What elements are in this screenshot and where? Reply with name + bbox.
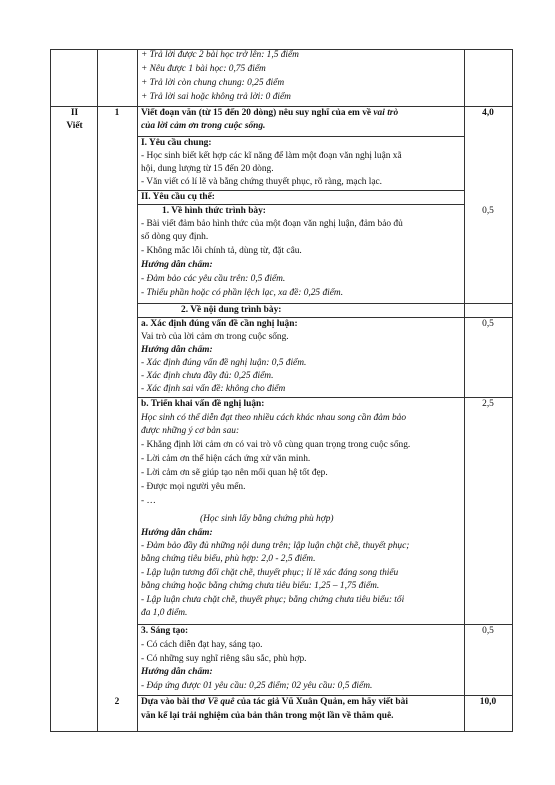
part-b-guide-heading: Hướng dẫn chấm: [141, 528, 213, 538]
grading-table [50, 49, 513, 732]
row-divider-creativity [137, 695, 513, 696]
creativity-line: - Có những suy nghĩ riêng sâu sắc, phù hợp. [141, 654, 307, 664]
part-b-line: - Lời cảm ơn sẽ giúp tạo nên mối quan hệ tốt đẹp. [141, 468, 328, 478]
general-requirements-heading: I. Yêu cầu chung: [141, 138, 212, 148]
table-border-right [512, 49, 513, 732]
question-1-title [141, 108, 398, 120]
question-2-title-a: Dựa vào bài thơ [141, 697, 208, 707]
question-1-title-emphasis: vai trò [373, 108, 399, 118]
specific-requirements-heading: II. Yêu cầu cụ thể: [141, 192, 215, 202]
creativity-score: 0,5 [482, 626, 494, 636]
column-divider-2 [137, 49, 138, 732]
creativity-guide-line: - Đáp ứng được 01 yêu cầu: 0,25 điểm; 02 yêu cầu: 0,5 điểm. [141, 681, 373, 691]
part-a-guide-heading: Hướng dẫn chấm: [141, 345, 213, 355]
part-b-score: 2,5 [482, 399, 494, 409]
part-b-guide-line: bằng chứng hoặc bằng chứng chưa tiêu biểu: 1,25 – 1,75 điểm. [141, 581, 380, 591]
question-1-score: 4,0 [482, 108, 494, 118]
top-line: + Trả lời được 2 bài học trở lên: 1,5 điểm [141, 50, 299, 60]
row-divider-part-a [137, 397, 513, 398]
part-a-guide-line: - Xác định sai vấn đề: không cho điểm [141, 384, 286, 394]
part-b-line: - Được mọi người yêu mến. [141, 482, 246, 492]
form-heading: 1. Về hình thức trình bày: [162, 206, 266, 216]
row-divider-general [137, 190, 464, 191]
form-guide-line: - Đảm bảo các yêu cầu trên: 0,5 điểm. [141, 274, 286, 284]
form-guide-line: - Thiếu phần hoặc có phần lệch lạc, xa đề: 0,25 điểm. [141, 288, 344, 298]
row-divider-content [137, 317, 513, 318]
question-2-poem-title: Về quê [207, 697, 235, 707]
table-border-bottom [50, 731, 513, 732]
content-heading: 2. Về nội dung trình bày: [181, 305, 282, 315]
question-1-title-text: Viết đoạn văn (từ 15 đến 20 dòng) nêu suy nghĩ của em về [141, 108, 374, 118]
part-b-line: - Lời cảm ơn thể hiện cách ứng xử văn minh. [141, 454, 311, 464]
row-divider-section [50, 106, 513, 107]
general-requirement-line: hội, dung lượng từ 15 đến 20 dòng. [141, 164, 274, 174]
part-b-line: - … [141, 496, 156, 506]
form-guide-heading: Hướng dẫn chấm: [141, 260, 213, 270]
part-b-line: - Khẳng định lời cảm ơn có vai trò vô cùng quan trọng trong cuộc sống. [141, 440, 411, 450]
row-divider-specific [137, 204, 464, 205]
question-2-score: 10,0 [479, 697, 497, 707]
column-divider-1 [97, 49, 98, 732]
section-name: Viết [66, 121, 83, 131]
part-a-heading: a. Xác định đúng vấn đề cần nghị luận: [141, 319, 298, 329]
part-b-guide-line: đa 1,0 điểm. [141, 608, 188, 618]
creativity-line: - Có cách diễn đạt hay, sáng tạo. [141, 640, 263, 650]
table-border-left [50, 49, 51, 732]
question-1-title-line2: của lời cảm ơn trong cuộc sống. [141, 121, 266, 131]
creativity-guide-heading: Hướng dẫn chấm: [141, 667, 213, 677]
question-1-number: 1 [114, 108, 120, 118]
creativity-heading: 3. Sáng tạo: [141, 626, 189, 636]
form-score: 0,5 [482, 206, 494, 216]
top-line: + Nêu được 1 bài học: 0,75 điểm [141, 64, 266, 74]
row-divider-q1 [137, 136, 464, 137]
part-a-guide-line: - Xác định chưa đầy đủ: 0,25 điểm. [141, 371, 274, 381]
part-a-guide-line: - Xác định đúng vấn đề nghị luận: 0,5 điểm. [141, 358, 307, 368]
form-line: - Không mắc lỗi chính tả, dùng từ, đặt câu. [141, 246, 302, 256]
part-b-intro: Học sinh có thể diễn đạt theo nhiều cách khác nhau song cần đảm bảo [141, 413, 407, 423]
part-a-line: Vai trò của lời cảm ơn trong cuộc sống. [141, 332, 289, 342]
part-b-note: (Học sinh lấy bằng chứng phù hợp) [200, 514, 334, 524]
part-b-guide-line: - Đảm bảo đầy đủ những nội dung trên; lập luận chặt chẽ, thuyết phục; [141, 541, 410, 551]
question-2-title [141, 697, 408, 709]
top-line: + Trả lời còn chung chung: 0,25 điểm [141, 78, 285, 88]
general-requirement-line: - Văn viết có lí lẽ và bằng chứng thuyết phục, rõ ràng, mạch lạc. [141, 177, 383, 187]
top-line: + Trả lời sai hoặc không trả lời: 0 điểm [141, 92, 291, 102]
part-b-guide-line: bằng chứng tiêu biểu, phù hợp: 2,0 - 2,5 điểm. [141, 554, 316, 564]
part-a-score: 0,5 [482, 319, 494, 329]
part-b-heading: b. Triển khai vấn đề nghị luận: [141, 399, 265, 409]
question-2-number: 2 [114, 697, 120, 707]
question-2-title-c: của tác giả Vũ Xuân Quản, em hãy viết bài [234, 697, 408, 707]
general-requirement-line: - Học sinh biết kết hợp các kĩ năng để làm một đoạn văn nghị luận xã [141, 151, 402, 161]
form-line: - Bài viết đảm bảo hình thức của một đoạn văn nghị luận, đảm bảo đủ [141, 219, 403, 229]
part-b-guide-line: - Lập luận chưa chặt chẽ, thuyết phục; bằng chứng chưa tiêu biểu: tối [141, 595, 405, 605]
row-divider-form [137, 303, 513, 304]
part-b-guide-line: - Lập luận tương đối chặt chẽ, thuyết phục; lí lẽ xác đáng song thiếu [141, 568, 399, 578]
question-2-title-line2: văn kể lại trải nghiệm của bản thân trong một lần về thăm quê. [141, 711, 394, 721]
form-line: số dòng quy định. [141, 232, 209, 242]
row-divider-part-b [137, 624, 513, 625]
part-b-intro: được những ý cơ bản sau: [141, 426, 240, 436]
section-number: II [70, 108, 79, 118]
